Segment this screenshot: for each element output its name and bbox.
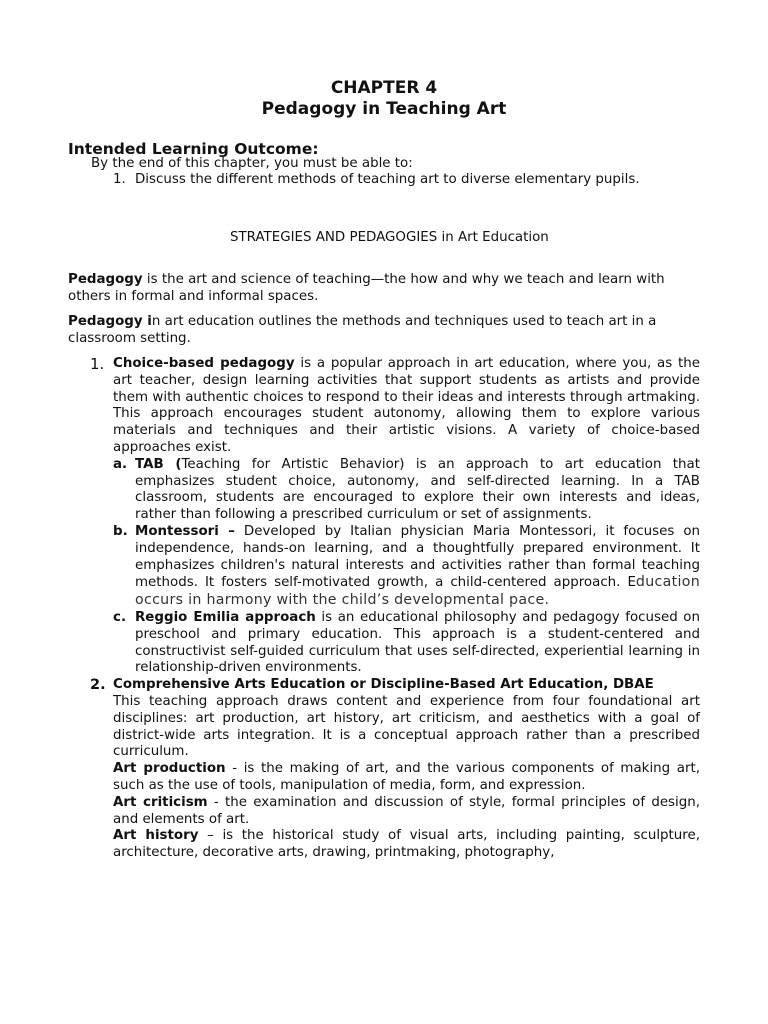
art-criticism-term: Art criticism bbox=[113, 794, 208, 810]
art-criticism-text: - the examination and discussion of style, formal principles of design, and elements of art. bbox=[113, 794, 700, 827]
ilo-item-text: Discuss the different methods of teaching art to diverse elementary pupils. bbox=[135, 172, 640, 187]
art-production-term: Art production bbox=[113, 761, 226, 777]
tab-term: TAB ( bbox=[135, 456, 182, 472]
montessori-paragraph bbox=[135, 524, 700, 610]
art-history-text: – is the historical study of visual arts, including painting, sculpture, architecture, decorative arts, drawing, printmaking, photography, bbox=[113, 828, 700, 861]
pedagogy-list bbox=[68, 356, 700, 862]
dbae-description: This teaching approach draws content and experience from four foundational art disciplines: art production, art history, art criticism, and aesthetics with a goal of district-wide arts integration. It is a conceptual approach rather than a prescribed curriculum. bbox=[113, 693, 700, 760]
montessori-text: Developed by Italian physician Maria Montessori, it focuses on independence, hands-on learning, and a thoughtfully prepared environment. It emphasizes children's natural interests and activities rather than formal teaching methods. It fosters self-motivated growth, a child-centered approach. E bbox=[135, 523, 701, 591]
pedagogy-art-term: Pedagogy i bbox=[68, 314, 152, 329]
subitem-montessori bbox=[113, 524, 700, 610]
pedagogy-definition-text: is the art and science of teaching—the how and why we teach and learn with others in formal and informal spaces. bbox=[68, 272, 665, 304]
subitem-reggio-emilia bbox=[113, 610, 700, 677]
reggio-text: is an educational philosophy and pedagogy focused on preschool and primary education. This approach is a student-centered and constructivist self-guided curriculum that uses self-directed, experiential learning in relationship-driven environments. bbox=[135, 609, 700, 676]
art-history-term: Art history bbox=[113, 828, 199, 844]
ilo-intro: By the end of this chapter, you must be able to: bbox=[91, 156, 413, 171]
ilo-item-number: 1. bbox=[113, 172, 126, 187]
definition-art-criticism bbox=[113, 795, 700, 829]
chapter-number: CHAPTER 4 bbox=[330, 78, 438, 98]
dbae-term: Comprehensive Arts Education or Discipline-Based Art Education, DBAE bbox=[113, 677, 654, 693]
pedagogy-art-education bbox=[68, 314, 700, 348]
definition-art-production bbox=[113, 761, 700, 795]
list-item-number: 2. bbox=[90, 677, 106, 694]
montessori-term: Montessori – bbox=[135, 523, 235, 539]
definition-art-history bbox=[113, 828, 700, 862]
ilo-heading: Intended Learning Outcome: bbox=[68, 140, 319, 158]
pedagogy-art-text: n art education outlines the methods and techniques used to teach art in a classroom setting. bbox=[68, 314, 657, 346]
chapter-heading bbox=[0, 78, 768, 120]
list-item-choice-based bbox=[68, 356, 700, 677]
art-production-text: - is the making of art, and the various components of making art, such as the use of tools, manipulation of media, form, and expression. bbox=[113, 761, 701, 793]
chapter-title: Pedagogy in Teaching Art bbox=[261, 99, 507, 119]
subitem-letter: c. bbox=[113, 609, 127, 625]
section-title: STRATEGIES AND PEDAGOGIES in Art Education bbox=[230, 230, 549, 245]
montessori-tail-text: ducation occurs in harmony with the child’s developmental pace. bbox=[135, 574, 700, 609]
list-item-dbae bbox=[68, 677, 700, 862]
choice-based-term: Choice-based pedagogy bbox=[113, 356, 295, 371]
tab-text: Teaching for Artistic Behavior) is an approach to art education that emphasizes student choice, autonomy, and self-directed learning. In a TAB classroom, students are encouraged to explore their own interests and ideas, rather than following a prescribed curriculum or set of assignments. bbox=[135, 456, 700, 523]
pedagogy-definition bbox=[68, 272, 700, 306]
subitem-letter: a. bbox=[113, 456, 128, 472]
choice-based-text: is a popular approach in art education, where you, as the art teacher, design learning activities that support students as artists and provide them with authentic choices to respond to their ideas and interests through artmaking. This approach encourages student autonomy, allowing them to explore various materials and techniques and their artistic visions. A variety of choice-based approaches exist. bbox=[113, 356, 700, 455]
reggio-paragraph bbox=[135, 610, 700, 677]
list-item-number: 1. bbox=[90, 355, 105, 373]
pedagogy-term: Pedagogy bbox=[68, 272, 143, 287]
tab-paragraph bbox=[135, 457, 700, 524]
subitem-tab bbox=[113, 457, 700, 524]
choice-based-paragraph bbox=[113, 356, 700, 457]
subitem-letter: b. bbox=[113, 523, 128, 539]
reggio-term: Reggio Emilia approach bbox=[135, 609, 316, 625]
